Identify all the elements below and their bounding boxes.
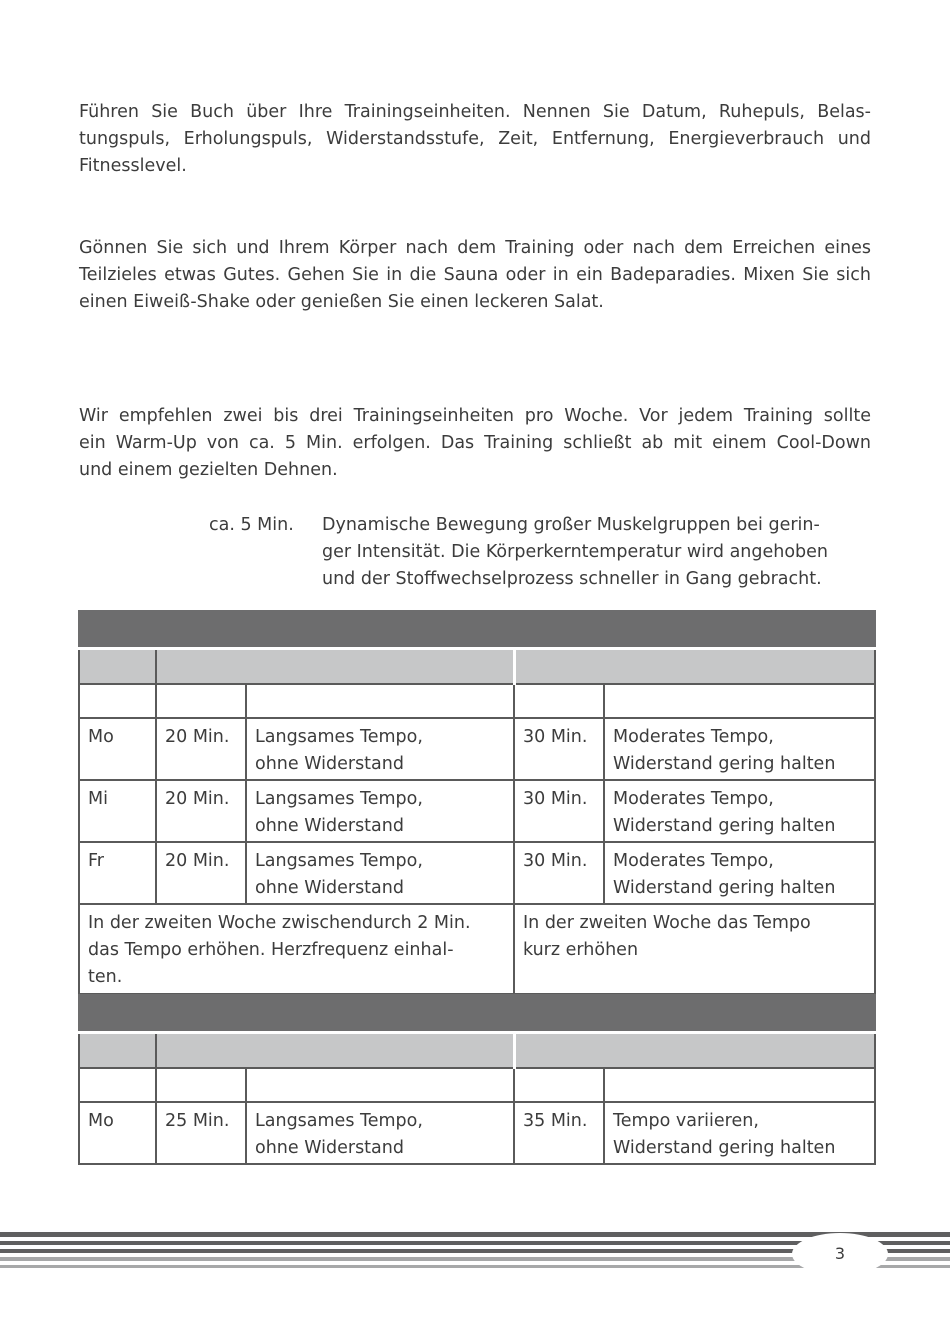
page-number: 3 [792,1233,888,1275]
table-row [79,842,875,904]
cell-line: In der zweiten Woche das Tempo [523,913,811,933]
description-cell [604,842,875,904]
training-plan-table-week2 [78,994,876,1165]
training-plan-table-week1 [78,610,876,995]
cell-line: In der zweiten Woche zwischendurch 2 Min. [88,913,471,933]
warmup-description [322,512,872,594]
duration-cell: 20 Min. [156,718,246,780]
table-subheader-row [79,648,875,684]
cell-line: Langsames Tempo, [255,789,423,809]
cell-line: Moderates Tempo, [613,789,774,809]
table-subheader-row [79,1032,875,1068]
paragraph-recommendation [79,403,871,485]
table-cell [156,1068,246,1102]
cell-line: Widerstand gering halten [613,1138,836,1159]
paragraph-line: tungspuls, Erholungspuls, Widerstandsstufe, Zeit, Entfernung, Energieverbrauch und [79,129,871,150]
cell-line: ohne Widerstand [255,754,404,775]
table-cell [79,684,156,718]
duration-cell: 30 Min. [514,842,604,904]
table-note-row [79,904,875,994]
table-cell [79,1068,156,1102]
cell-line: Moderates Tempo, [613,727,774,747]
table-cell [514,684,604,718]
cell-line: Langsames Tempo, [255,851,423,871]
day-cell: Mo [79,718,156,780]
duration-cell: 30 Min. [514,718,604,780]
warmup-line: Dynamische Bewegung großer Muskelgruppen bei gerin- [322,515,820,535]
paragraph-line: ein Warm-Up von ca. 5 Min. erfolgen. Das Training schließt ab mit einem Cool-Down [79,433,871,454]
table-column-label-row [79,684,875,718]
cell-line: ohne Widerstand [255,878,404,899]
duration-cell: 25 Min. [156,1102,246,1164]
cell-line: ohne Widerstand [255,1138,404,1159]
paragraph-line: Fitnesslevel. [79,156,187,177]
table-row [79,1102,875,1164]
table-row [79,780,875,842]
table-cell [246,684,514,718]
duration-cell: 20 Min. [156,780,246,842]
paragraph-line: Wir empfehlen zwei bis drei Trainingseinheiten pro Woche. Vor jedem Training sollte [79,406,871,426]
subheader-session1-cell [156,648,514,684]
paragraph-training-log [79,99,871,181]
day-cell: Fr [79,842,156,904]
table-row [79,718,875,780]
duration-cell: 20 Min. [156,842,246,904]
subheader-day-cell [79,1032,156,1068]
description-cell [246,1102,514,1164]
description-cell [246,780,514,842]
cell-line: Moderates Tempo, [613,851,774,871]
description-cell [604,718,875,780]
subheader-session2-cell [514,648,875,684]
paragraph-line: Führen Sie Buch über Ihre Trainingseinheiten. Nennen Sie Datum, Ruhepuls, Belas- [79,102,871,122]
cell-line: Langsames Tempo, [255,1111,423,1131]
cell-line: ten. [88,967,123,988]
cell-line: Tempo variieren, [613,1111,759,1131]
warmup-line: und der Stoffwechselprozess schneller in Gang gebracht. [322,569,822,590]
subheader-session2-cell [514,1032,875,1068]
warmup-time: ca. 5 Min. [209,515,294,535]
footer-stripe [0,1232,950,1237]
table-cell [156,684,246,718]
cell-line: ohne Widerstand [255,816,404,837]
cell-line: kurz erhöhen [523,940,639,961]
cell-line: Langsames Tempo, [255,727,423,747]
description-cell [604,780,875,842]
note-cell-left [79,904,514,994]
duration-cell: 35 Min. [514,1102,604,1164]
description-cell [246,718,514,780]
paragraph-reward [79,235,871,317]
table-cell [246,1068,514,1102]
table-header-row [79,611,875,648]
day-cell: Mo [79,1102,156,1164]
description-cell [246,842,514,904]
table-header-row [79,995,875,1032]
table-header-cell [79,995,875,1032]
cell-line: das Tempo erhöhen. Herzfrequenz einhal- [88,940,454,961]
table-cell [604,1068,875,1102]
note-cell-right [514,904,875,994]
table-column-label-row [79,1068,875,1102]
paragraph-line: und einem gezielten Dehnen. [79,460,338,481]
table-cell [604,684,875,718]
subheader-day-cell [79,648,156,684]
table-cell [514,1068,604,1102]
warmup-line: ger Intensität. Die Körperkerntemperatur wird angehoben [322,542,829,563]
table-header-cell [79,611,875,648]
subheader-session1-cell [156,1032,514,1068]
paragraph-line: Teilzieles etwas Gutes. Gehen Sie in die Sauna oder in ein Badeparadies. Mixen Sie sich [79,265,871,286]
cell-line: Widerstand gering halten [613,878,836,899]
cell-line: Widerstand gering halten [613,754,836,775]
day-cell: Mi [79,780,156,842]
paragraph-line: einen Eiweiß-Shake oder genießen Sie einen leckeren Salat. [79,292,604,313]
cell-line: Widerstand gering halten [613,816,836,837]
duration-cell: 30 Min. [514,780,604,842]
paragraph-line: Gönnen Sie sich und Ihrem Körper nach dem Training oder nach dem Erreichen eines [79,238,871,258]
description-cell [604,1102,875,1164]
